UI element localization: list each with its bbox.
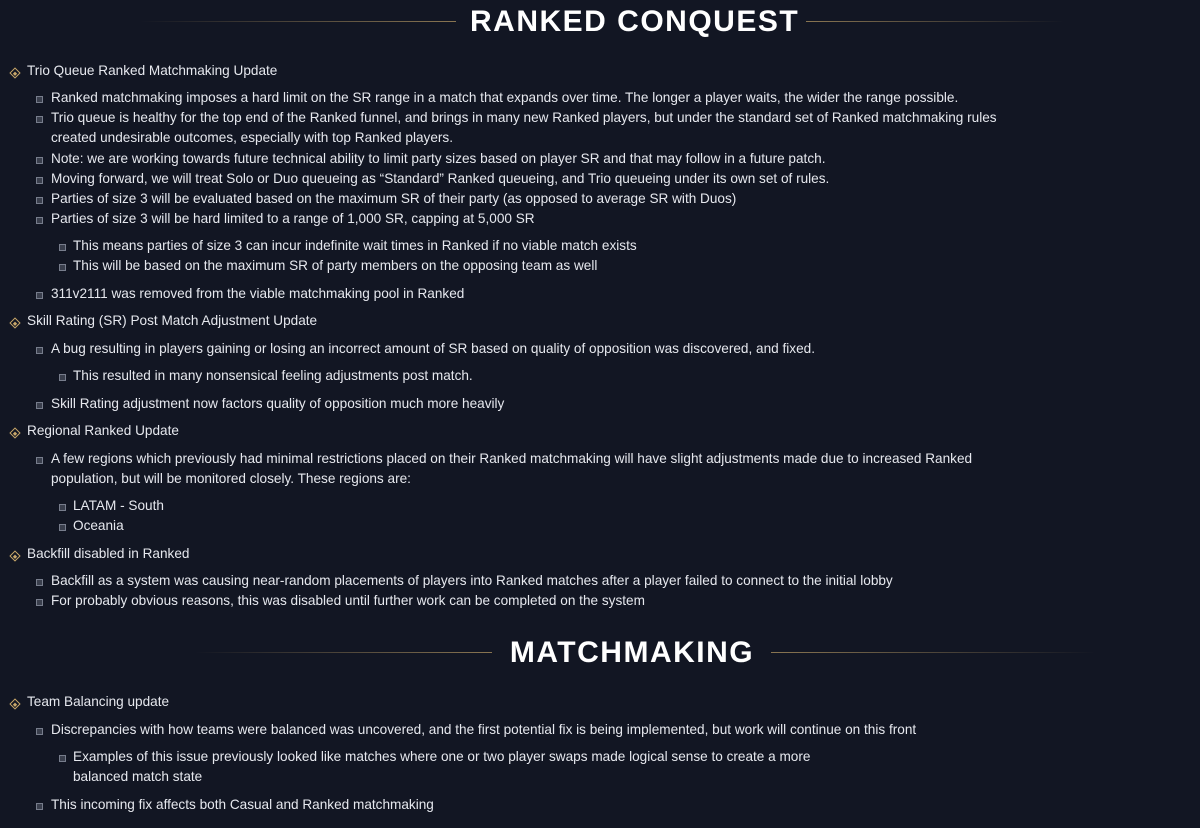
header-divider-right (806, 21, 1064, 22)
list-item: Note: we are working towards future technical ability to limit party sizes based on player SR and that may follow in a future patch. (51, 151, 826, 166)
square-bullet-icon (36, 402, 43, 409)
square-bullet-icon (36, 157, 43, 164)
list-item: Trio queue is healthy for the top end of the Ranked funnel, and brings in many new Ranked players, but under the standard set of Ranked matchmaking rules created undesirable outcomes, especially with top Ranked players. (51, 110, 997, 145)
header-divider-left (195, 652, 492, 653)
diamond-bullet-icon (9, 317, 20, 328)
list-item: This means parties of size 3 can incur indefinite wait times in Ranked if no viable match exists (73, 238, 637, 253)
section-title: MATCHMAKING (509, 636, 755, 669)
list-item: Discrepancies with how teams were balanced was uncovered, and the first potential fix is being implemented, but work will continue on this front (51, 722, 917, 737)
square-bullet-icon (59, 244, 66, 251)
square-bullet-icon (36, 116, 43, 123)
list-item: Oceania (73, 518, 124, 533)
list-item: This resulted in many nonsensical feeling adjustments post match. (73, 368, 473, 383)
list-item: Examples of this issue previously looked like matches where one or two player swaps made logical sense to create a more balanced match state (73, 749, 811, 784)
square-bullet-icon (59, 504, 66, 511)
list-item: This will be based on the maximum SR of party members on the opposing team as well (73, 258, 598, 273)
list-item: A few regions which previously had minimal restrictions placed on their Ranked matchmaking will have slight adjustments made due to increased Ranked population, but will be monitored closely. These regions are: (51, 451, 973, 486)
square-bullet-icon (36, 347, 43, 354)
list-item: A bug resulting in players gaining or losing an incorrect amount of SR based on quality of opposition was discovered, and fixed. (51, 341, 815, 356)
list-item: Team Balancing update (27, 694, 170, 709)
list-item: LATAM - South (73, 498, 164, 513)
header-divider-left (140, 21, 456, 22)
list-item: 311v2111 was removed from the viable matchmaking pool in Ranked (51, 286, 465, 301)
square-bullet-icon (36, 803, 43, 810)
square-bullet-icon (36, 217, 43, 224)
square-bullet-icon (36, 96, 43, 103)
list-item: Parties of size 3 will be evaluated based on the maximum SR of their party (as opposed to average SR with Duos) (51, 191, 737, 206)
list-item: Moving forward, we will treat Solo or Duo queueing as “Standard” Ranked queueing, and Trio queueing under its own set of rules. (51, 171, 830, 186)
list-item: Trio Queue Ranked Matchmaking Update (27, 63, 278, 78)
diamond-bullet-icon (9, 698, 20, 709)
list-item: For probably obvious reasons, this was disabled until further work can be completed on the system (51, 593, 645, 608)
section-header-ranked-conquest (0, 0, 1200, 44)
square-bullet-icon (36, 579, 43, 586)
list-item: Skill Rating (SR) Post Match Adjustment Update (27, 313, 318, 328)
section-header-matchmaking (0, 631, 1200, 675)
list-item: Skill Rating adjustment now factors quality of opposition much more heavily (51, 396, 505, 411)
list-item: This incoming fix affects both Casual and Ranked matchmaking (51, 797, 434, 812)
list-item: Backfill disabled in Ranked (27, 546, 190, 561)
square-bullet-icon (36, 197, 43, 204)
square-bullet-icon (36, 177, 43, 184)
list-item: Regional Ranked Update (27, 423, 179, 438)
square-bullet-icon (59, 374, 66, 381)
list-item: Parties of size 3 will be hard limited to a range of 1,000 SR, capping at 5,000 SR (51, 211, 535, 226)
square-bullet-icon (36, 728, 43, 735)
square-bullet-icon (36, 292, 43, 299)
square-bullet-icon (36, 599, 43, 606)
square-bullet-icon (59, 524, 66, 531)
list-item: Ranked matchmaking imposes a hard limit on the SR range in a match that expands over time. The longer a player waits, the wider the range possible. (51, 90, 959, 105)
section-title: RANKED CONQUEST (470, 5, 800, 38)
list-item: Backfill as a system was causing near-random placements of players into Ranked matches after a player failed to connect to the initial lobby (51, 573, 893, 588)
square-bullet-icon (36, 457, 43, 464)
diamond-bullet-icon (9, 550, 20, 561)
diamond-bullet-icon (9, 427, 20, 438)
header-divider-right (771, 652, 1096, 653)
diamond-bullet-icon (9, 67, 20, 78)
square-bullet-icon (59, 264, 66, 271)
square-bullet-icon (59, 755, 66, 762)
